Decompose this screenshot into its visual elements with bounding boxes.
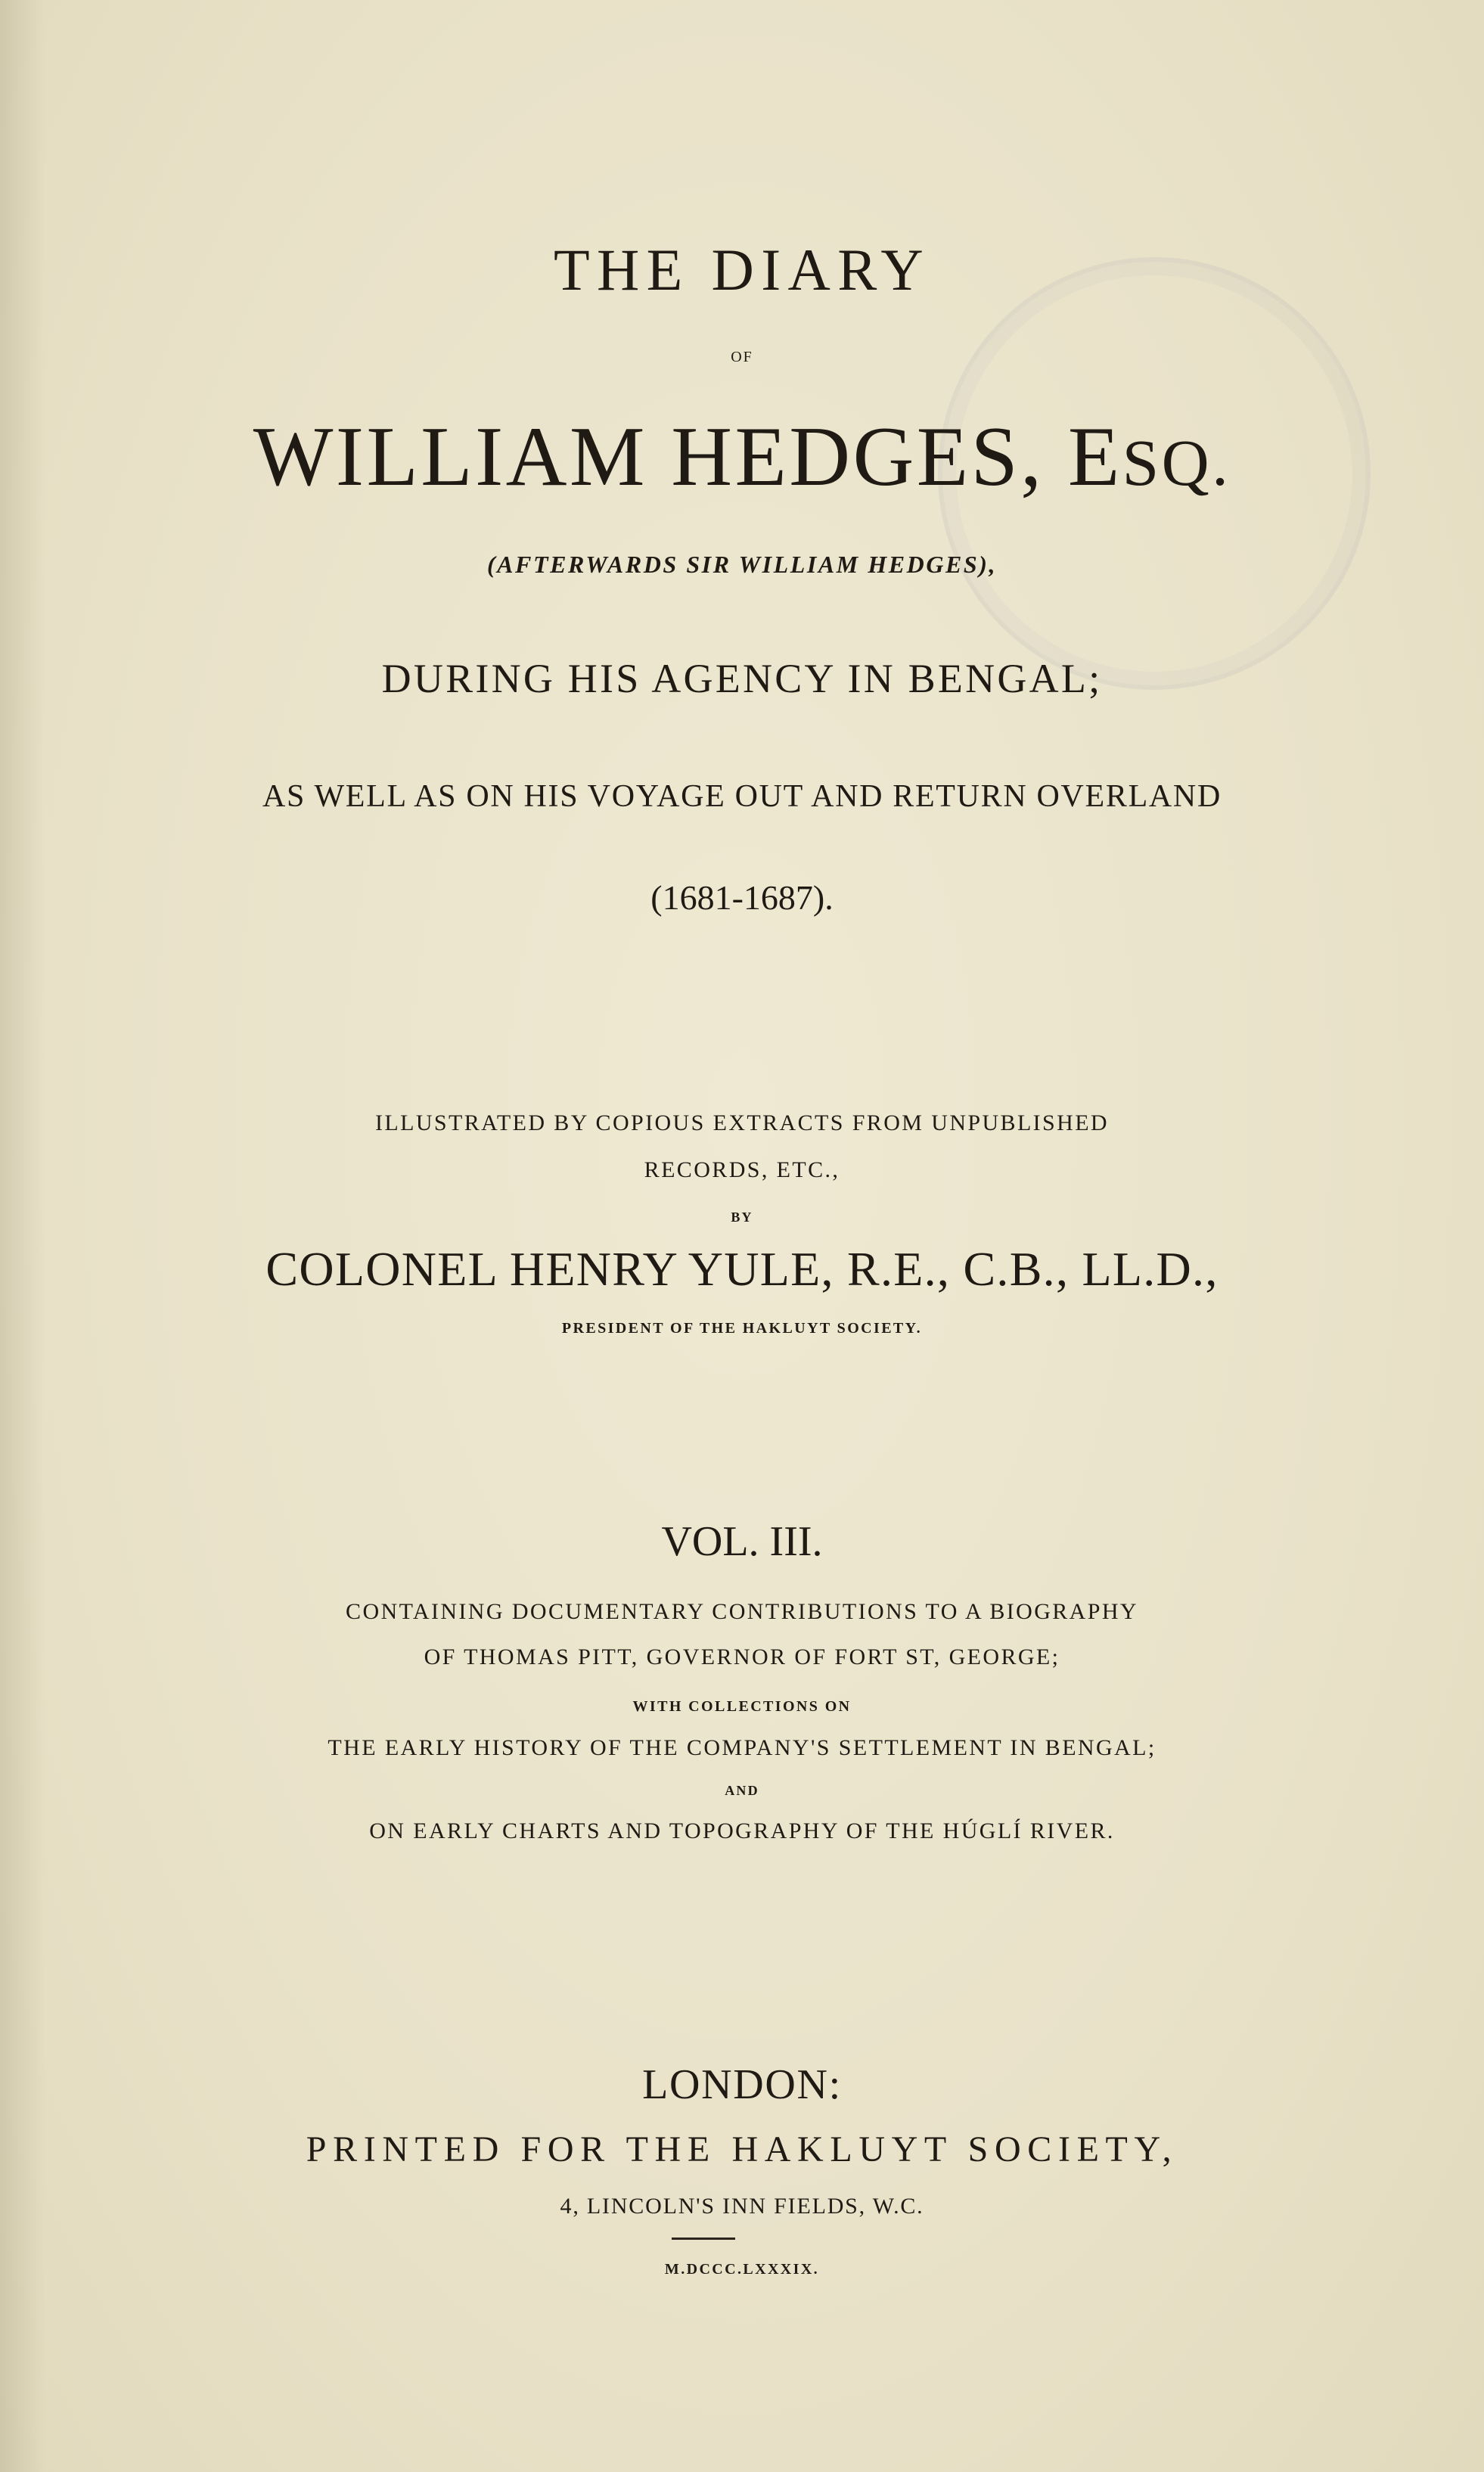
author-name: WILLIAM HEDGES, (253, 410, 1045, 504)
contents-with: WITH COLLECTIONS ON (632, 1698, 852, 1715)
dates-line: (1681-1687). (650, 878, 834, 917)
afterwards-line: (AFTERWARDS SIR WILLIAM HEDGES), (486, 551, 998, 578)
editor-title: PRESIDENT OF THE HAKLUYT SOCIETY. (561, 1320, 923, 1337)
illustrated-line-2: RECORDS, ETC., (644, 1157, 840, 1182)
place-line: LONDON: (642, 2061, 842, 2108)
divider-rule (672, 2238, 735, 2240)
by-line: BY (731, 1210, 753, 1225)
year-line: M.DCCC.LXXXIX. (664, 2261, 820, 2278)
author-line (0, 410, 1484, 504)
title-of: OF (731, 349, 753, 365)
volume-line: VOL. III. (661, 1518, 823, 1565)
contents-line-2: OF THOMAS PITT, GOVERNOR OF FORT ST, GEORGE; (424, 1644, 1060, 1669)
contents-line-1: CONTAINING DOCUMENTARY CONTRIBUTIONS TO A BIOGRAPHY (346, 1599, 1138, 1624)
author-suffix-e: E (1067, 410, 1122, 504)
contents-and: AND (725, 1783, 759, 1798)
illustrated-line-1: ILLUSTRATED BY COPIOUS EXTRACTS FROM UNPUBLISHED (375, 1110, 1109, 1135)
title-the-diary: THE DIARY (553, 237, 931, 303)
address-line: 4, LINCOLN'S INN FIELDS, W.C. (560, 2194, 924, 2219)
author-suffix-sq: SQ. (1122, 426, 1231, 499)
agency-line: DURING HIS AGENCY IN BENGAL; (381, 656, 1103, 701)
contents-line-3: THE EARLY HISTORY OF THE COMPANY'S SETTLEMENT IN BENGAL; (328, 1735, 1156, 1760)
printed-for-line: PRINTED FOR THE HAKLUYT SOCIETY, (306, 2129, 1178, 2169)
editor-line: COLONEL HENRY YULE, R.E., C.B., LL.D., (265, 1242, 1219, 1296)
contents-line-4: ON EARLY CHARTS AND TOPOGRAPHY OF THE HÚGLÍ RIVER. (369, 1818, 1115, 1843)
voyage-line: AS WELL AS ON HIS VOYAGE OUT AND RETURN OVERLAND (262, 779, 1222, 814)
